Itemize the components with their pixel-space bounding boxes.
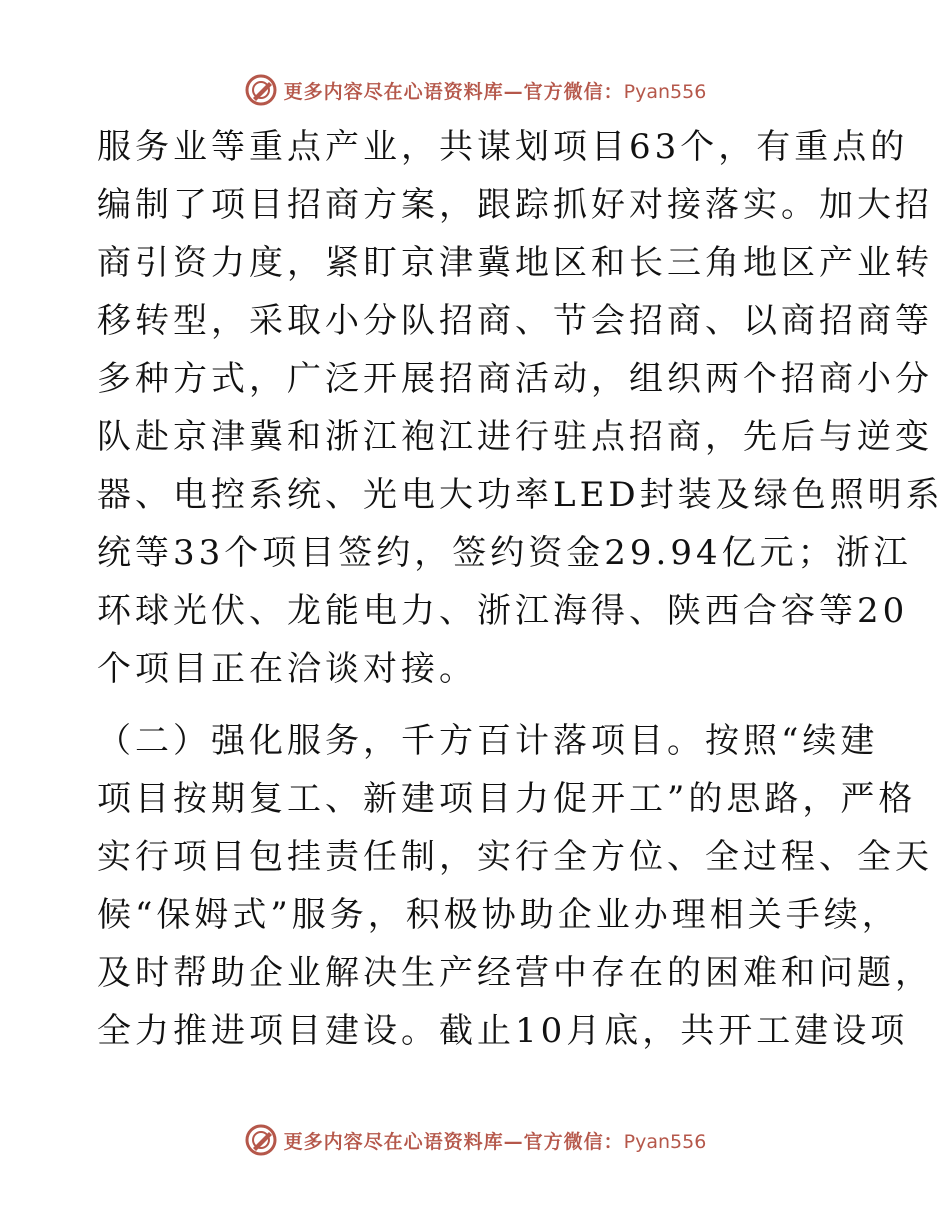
paragraph-2: [97, 712, 933, 1060]
paragraph-spacer: [97, 698, 857, 712]
text-line: 服务业等重点产业，共谋划项目63个，有重点的: [97, 127, 909, 167]
watermark-text: 更多内容尽在心语资料库—官方微信：Pyan556: [283, 80, 707, 103]
text-line: 环球光伏、龙能电力、浙江海得、陕西合容等20: [97, 591, 909, 631]
text-line: 器、电控系统、光电大功率LED封装及绿色照明系: [97, 475, 944, 515]
watermark-logo-icon: [244, 73, 278, 107]
text-line: 移转型，采取小分队招商、节会招商、以商招商等: [97, 301, 933, 341]
watermark-logo-icon: [244, 1123, 278, 1157]
footer-watermark-banner: [0, 1120, 950, 1160]
text-line: 商引资力度，紧盯京津冀地区和长三角地区产业转: [97, 243, 933, 283]
text-line: 个项目正在洽谈对接。: [97, 649, 477, 689]
text-line: 队赴京津冀和浙江袍江进行驻点招商，先后与逆变: [97, 417, 933, 457]
watermark-text: 更多内容尽在心语资料库—官方微信：Pyan556: [283, 1130, 707, 1153]
paragraph-1: [97, 118, 944, 698]
text-line: 编制了项目招商方案，跟踪抓好对接落实。加大招: [97, 185, 933, 225]
text-line: （二）强化服务，千方百计落项目。按照“续建: [97, 721, 879, 761]
text-line: 统等33个项目签约，签约资金29.94亿元；浙江: [97, 533, 912, 573]
watermark-handle: Pyan556: [623, 80, 707, 103]
text-line: 多种方式，广泛开展招商活动，组织两个招商小分: [97, 359, 933, 399]
text-line: 项目按期复工、新建项目力促开工”的思路，严格: [97, 779, 917, 819]
text-line: 实行项目包挂责任制，实行全方位、全过程、全天: [97, 837, 933, 877]
document-body: [97, 118, 944, 1060]
watermark-handle: Pyan556: [623, 1130, 707, 1153]
text-line: 候“保姆式”服务，积极协助企业办理相关手续，: [97, 895, 900, 935]
text-line: 及时帮助企业解决生产经营中存在的困难和问题，: [97, 953, 933, 993]
text-line: 全力推进项目建设。截止10月底，共开工建设项: [97, 1011, 909, 1051]
header-watermark-banner: [0, 70, 950, 110]
